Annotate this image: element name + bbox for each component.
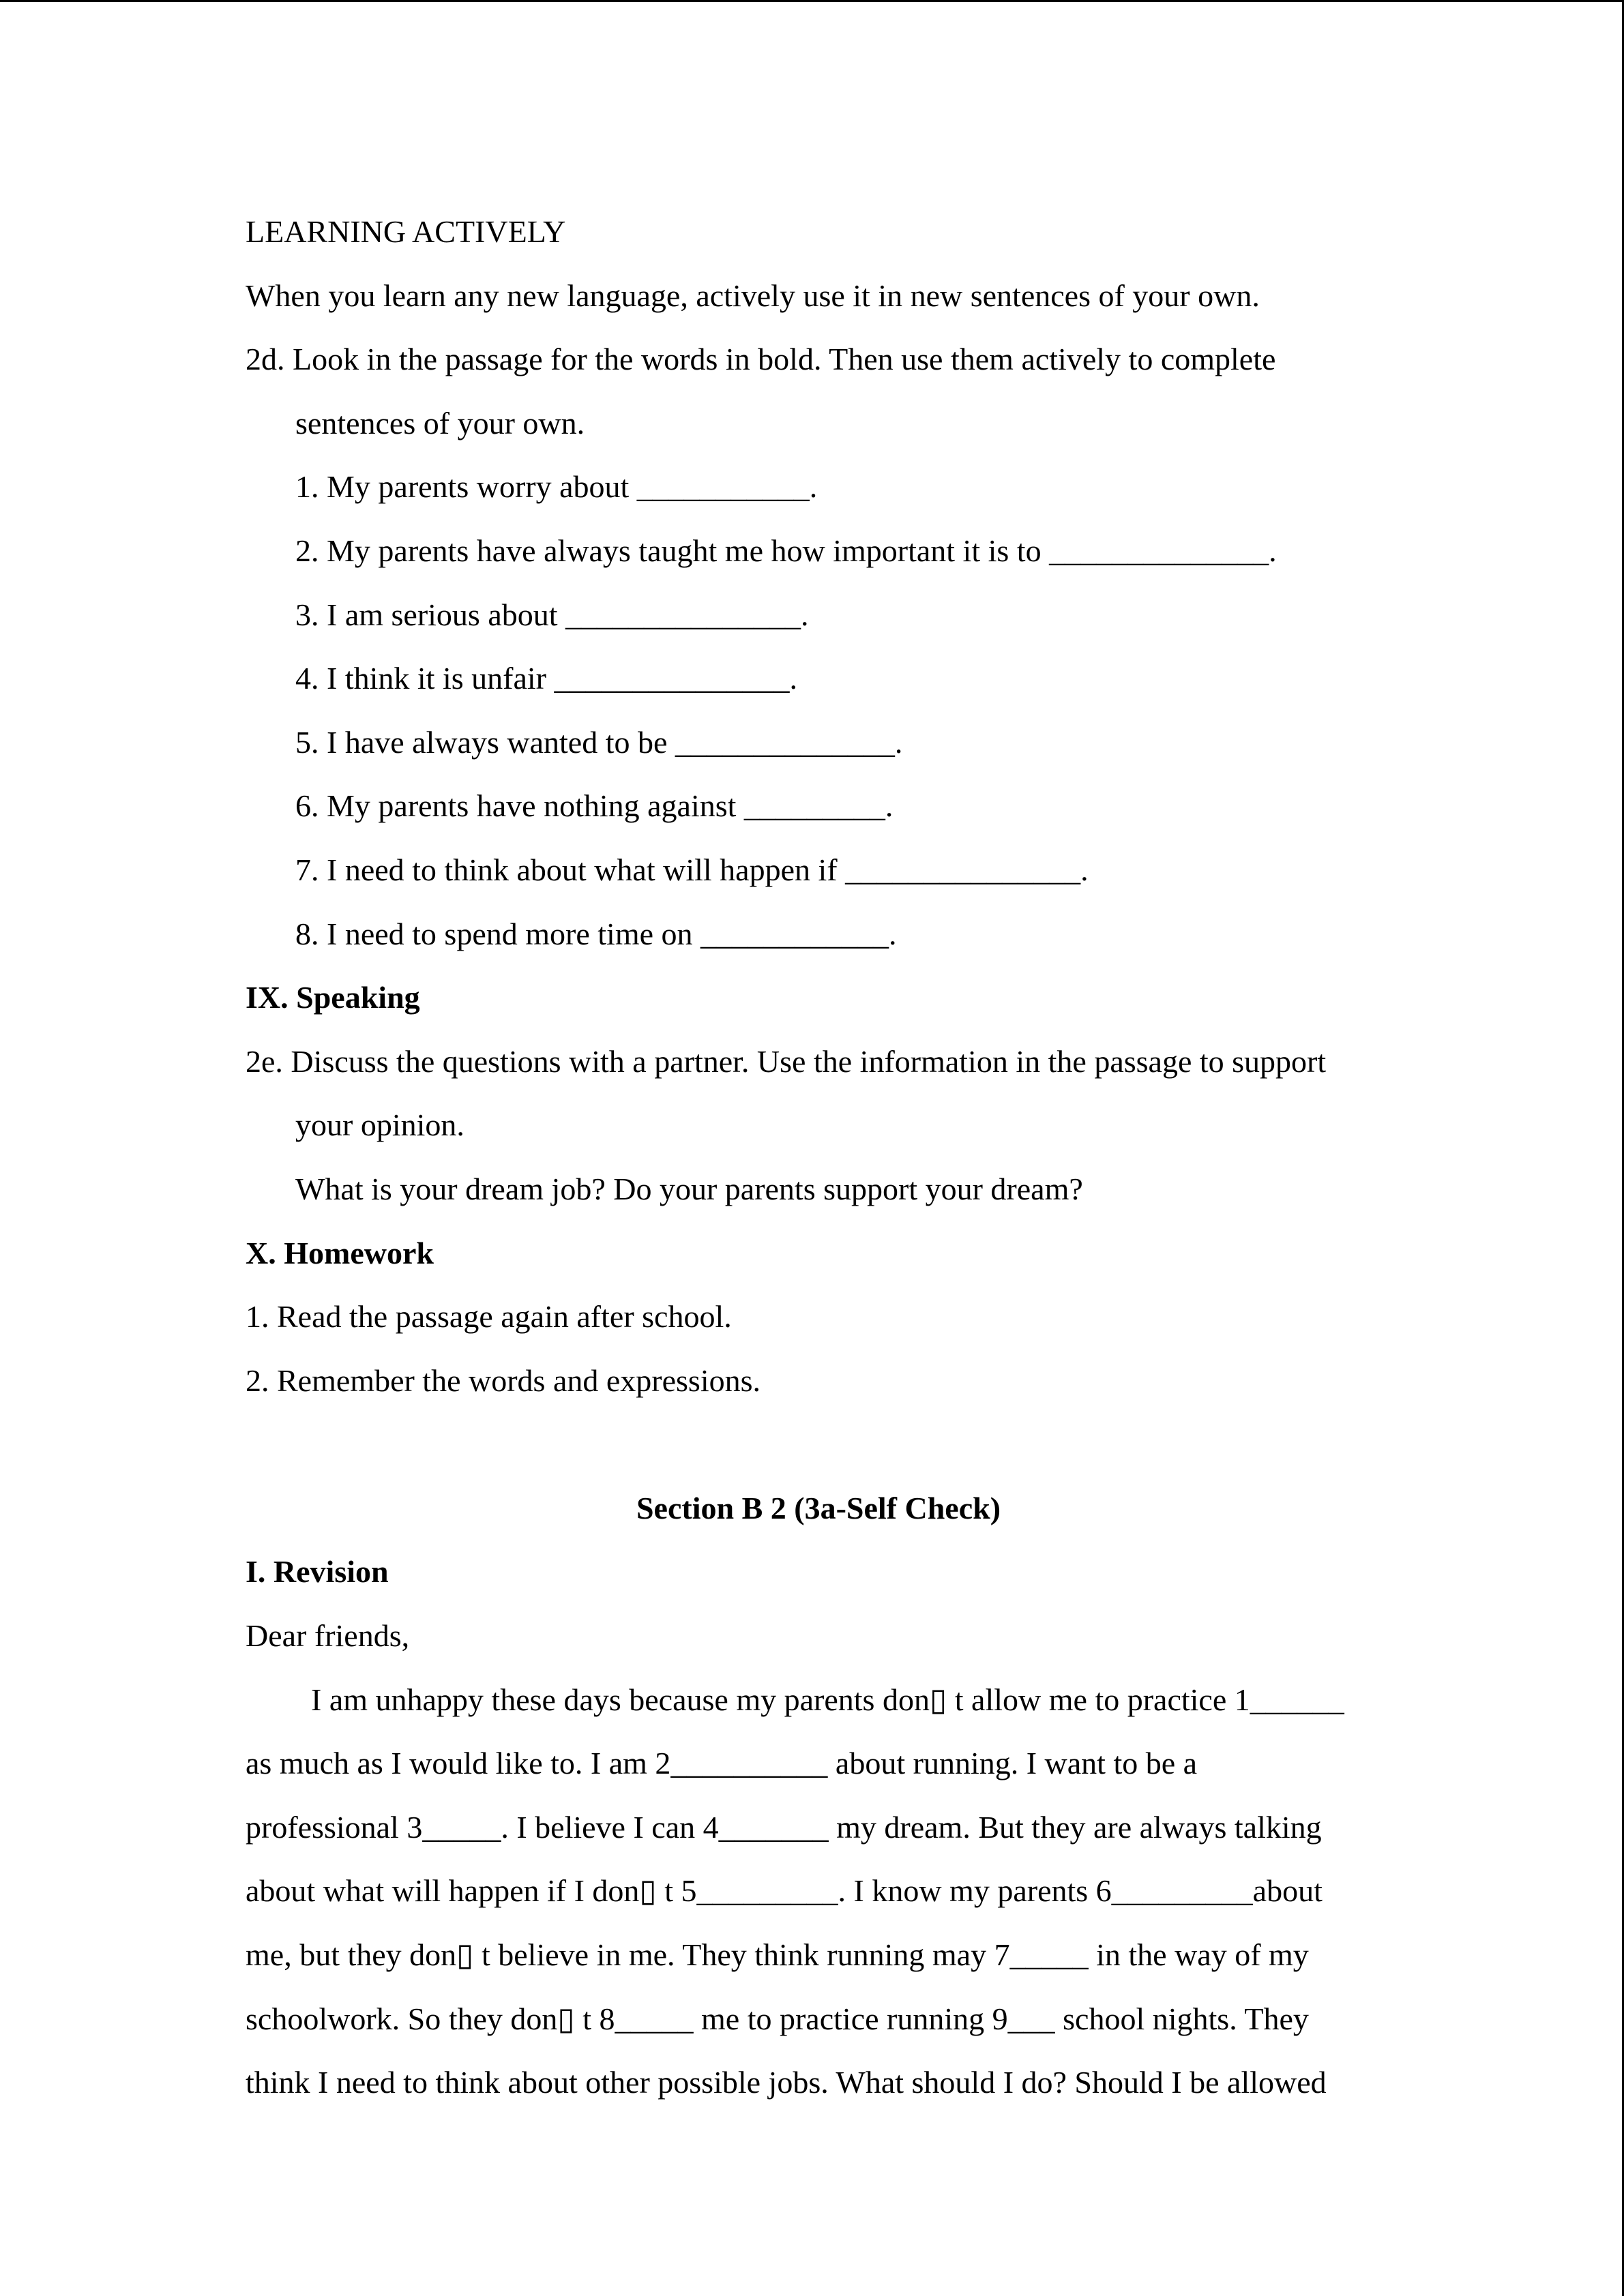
letter-line: professional 3_____. I believe I can 4_______ my dream. But they are always talking: [246, 1809, 1322, 1845]
sentence-item: 8. I need to spend more time on ____________.: [295, 916, 897, 951]
document-content: [246, 200, 1391, 2115]
letter-line: think I need to think about other possible jobs. What should I do? Should I be allowed: [246, 2065, 1327, 2100]
task-2e-line-2: your opinion.: [295, 1107, 464, 1143]
letter-greeting: Dear friends,: [246, 1618, 410, 1654]
task-2d-line-1: 2d. Look in the passage for the words in bold. Then use them actively to complete: [246, 342, 1276, 377]
sentence-item: 3. I am serious about _______________.: [295, 597, 809, 632]
spacer: [246, 1412, 1391, 1476]
letter-line: about what will happen if I don▯ t 5_________. I know my parents 6_________about: [246, 1873, 1323, 1909]
letter-line: as much as I would like to. I am 2__________ about running. I want to be a: [246, 1746, 1198, 1781]
sentence-item: 4. I think it is unfair _______________.: [295, 661, 797, 696]
sentence-item: 6. My parents have nothing against _________.: [295, 788, 894, 824]
learning-actively-intro: When you learn any new language, actively use it in new sentences of your own.: [246, 278, 1260, 313]
learning-actively-heading: LEARNING ACTIVELY: [246, 214, 566, 249]
sentence-item: 1. My parents worry about ___________.: [295, 469, 818, 505]
revision-heading: I. Revision: [246, 1554, 389, 1590]
letter-line: me, but they don▯ t believe in me. They think running may 7_____ in the way of my: [246, 1937, 1309, 1973]
letter-line: I am unhappy these days because my parents don▯ t allow me to practice 1______: [311, 1682, 1344, 1717]
homework-item: 1. Read the passage again after school.: [246, 1299, 732, 1335]
homework-item: 2. Remember the words and expressions.: [246, 1362, 761, 1398]
section-title: Section B 2 (3a-Self Check): [636, 1490, 1001, 1525]
sentence-item: 2. My parents have always taught me how important it is to ______________.: [295, 533, 1277, 568]
speaking-heading: IX. Speaking: [246, 980, 420, 1015]
homework-heading: X. Homework: [246, 1235, 434, 1270]
speaking-question: What is your dream job? Do your parents support your dream?: [295, 1171, 1083, 1206]
letter-line: schoolwork. So they don▯ t 8_____ me to practice running 9___ school nights. They: [246, 2001, 1309, 2036]
task-2e-line-1: 2e. Discuss the questions with a partner. Use the information in the passage to support: [246, 1043, 1327, 1079]
sentence-item: 5. I have always wanted to be ______________.: [295, 724, 903, 760]
sentence-item: 7. I need to think about what will happen if _______________.: [295, 852, 1089, 887]
task-2d-line-2: sentences of your own.: [295, 405, 585, 441]
